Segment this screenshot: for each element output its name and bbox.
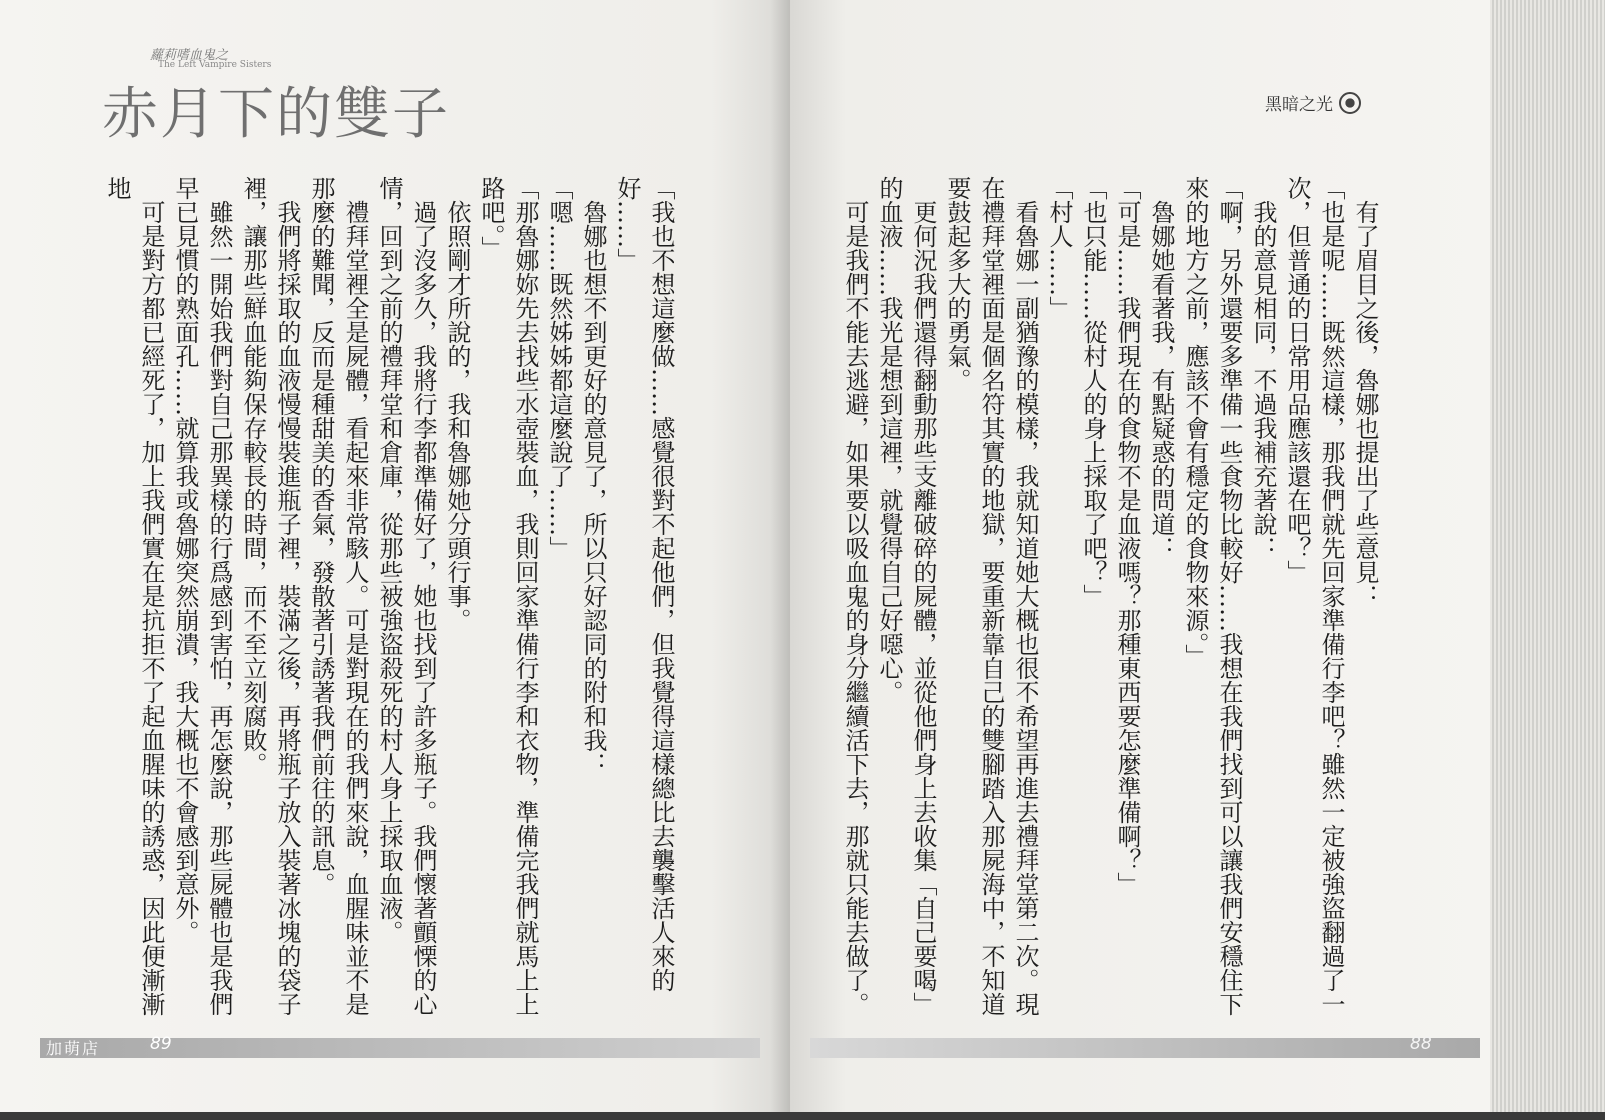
paragraph: 可是我們不能去逃避，如果要以吸血鬼的身分繼續活下去，那就只能去做了。 — [841, 200, 869, 1016]
page-number: 88 — [1410, 1034, 1432, 1054]
paragraph: 「那魯娜妳先去找些水壺裝血，我則回家準備行李和衣物，準備完我們就馬上上路吧。」 — [477, 176, 539, 1016]
paragraph: 可是對方都已經死了，加上我們實在是抗拒不了起血腥味的誘惑，因此便漸漸地 — [103, 176, 165, 1016]
paragraph: 「嗯……既然姊姊都這麼說了……」 — [545, 176, 573, 560]
paragraph: 更何況我們還得翻動那些支離破碎的屍體，並從他們身上去收集「自己要喝」的血液……我光是想到這裡，就覺得自己好噁心。 — [875, 176, 937, 1016]
paragraph: 禮拜堂裡全是屍體，看起來非常駭人。可是對現在的我們來說，血腥味並不是那麼的難聞，反而是種甜美的香氣，發散著引誘著我們前往的訊息。 — [307, 176, 369, 1016]
paragraph: 我的意見相同，不過我補充著說： — [1249, 200, 1277, 560]
paragraph: 魯娜她看著我，有點疑惑的問道： — [1147, 200, 1175, 560]
paragraph: 有了眉目之後，魯娜也提出了些意見： — [1351, 200, 1379, 608]
paragraph: 「可是……我們現在的食物不是血液嗎？那種東西要怎麼準備啊？」 — [1113, 176, 1141, 896]
series-title: 蘿莉嗜血鬼之 — [150, 48, 229, 63]
page-number: 89 — [150, 1034, 172, 1054]
paragraph: 依照剛才所說的，我和魯娜她分頭行事。 — [443, 200, 471, 632]
paragraph: 「啊，另外還要多準備一些食物比較好……我想在我們找到可以讓我們安穩住下來的地方之前，應該不會有穩定的食物來源。」 — [1181, 176, 1243, 1016]
right-page-body — [838, 176, 1382, 1016]
left-page-body — [100, 176, 678, 1016]
left-page — [0, 0, 790, 1112]
paragraph: 「也只能……從村人的身上採取了吧？」 — [1079, 176, 1107, 608]
footer-band — [40, 1038, 760, 1058]
chapter-header — [1265, 90, 1361, 115]
paragraph: 「我也不想這麼做……感覺很對不起他們，但我覺得這樣總比去襲擊活人來的好……」 — [613, 176, 675, 992]
paragraph: 魯娜也想不到更好的意見了，所以只好認同的附和我： — [579, 200, 607, 776]
paragraph: 「村人……」 — [1045, 176, 1073, 320]
paragraph: 「也是呢……既然這樣，那我們就先回家準備行李吧？雖然一定被強盜翻過了一次，但普通的日常用品應該還在吧？」 — [1283, 176, 1345, 1016]
footer-band — [810, 1038, 1480, 1058]
right-page — [790, 0, 1490, 1112]
paragraph: 雖然一開始我們對自己那異樣的行爲感到害怕，再怎麼說，那些屍體也是我們早已見慣的熟面孔……就算我或魯娜突然崩潰，我大概也不會感到意外。 — [171, 176, 233, 1016]
paragraph: 我們將採取的血液慢慢裝進瓶子裡，裝滿之後，再將瓶子放入裝著冰塊的袋子裡，讓那些鮮血能夠保存較長的時間，而不至立刻腐敗。 — [239, 176, 301, 1016]
page-edges — [1490, 0, 1605, 1112]
footer-label: 加萌店 — [46, 1039, 101, 1058]
series-subtitle: The Left Vampire Sisters — [158, 60, 272, 70]
paragraph: 看魯娜一副猶豫的模樣，我就知道她大概也很不希望再進去禮拜堂第二次。現在禮拜堂裡面是個名符其實的地獄，要重新靠自己的雙腳踏入那屍海中，不知道要鼓起多大的勇氣。 — [943, 176, 1039, 1016]
sun-icon — [1339, 92, 1361, 114]
chapter-title: 黑暗之光 — [1265, 95, 1333, 115]
book-title: 赤月下的雙子 — [102, 82, 450, 147]
paragraph: 過了沒多久，我將行李都準備好了，她也找到了許多瓶子。我們懷著顫慄的心情，回到之前的禮拜堂和倉庫，從那些被強盜殺死的村人身上採取血液。 — [375, 176, 437, 1016]
